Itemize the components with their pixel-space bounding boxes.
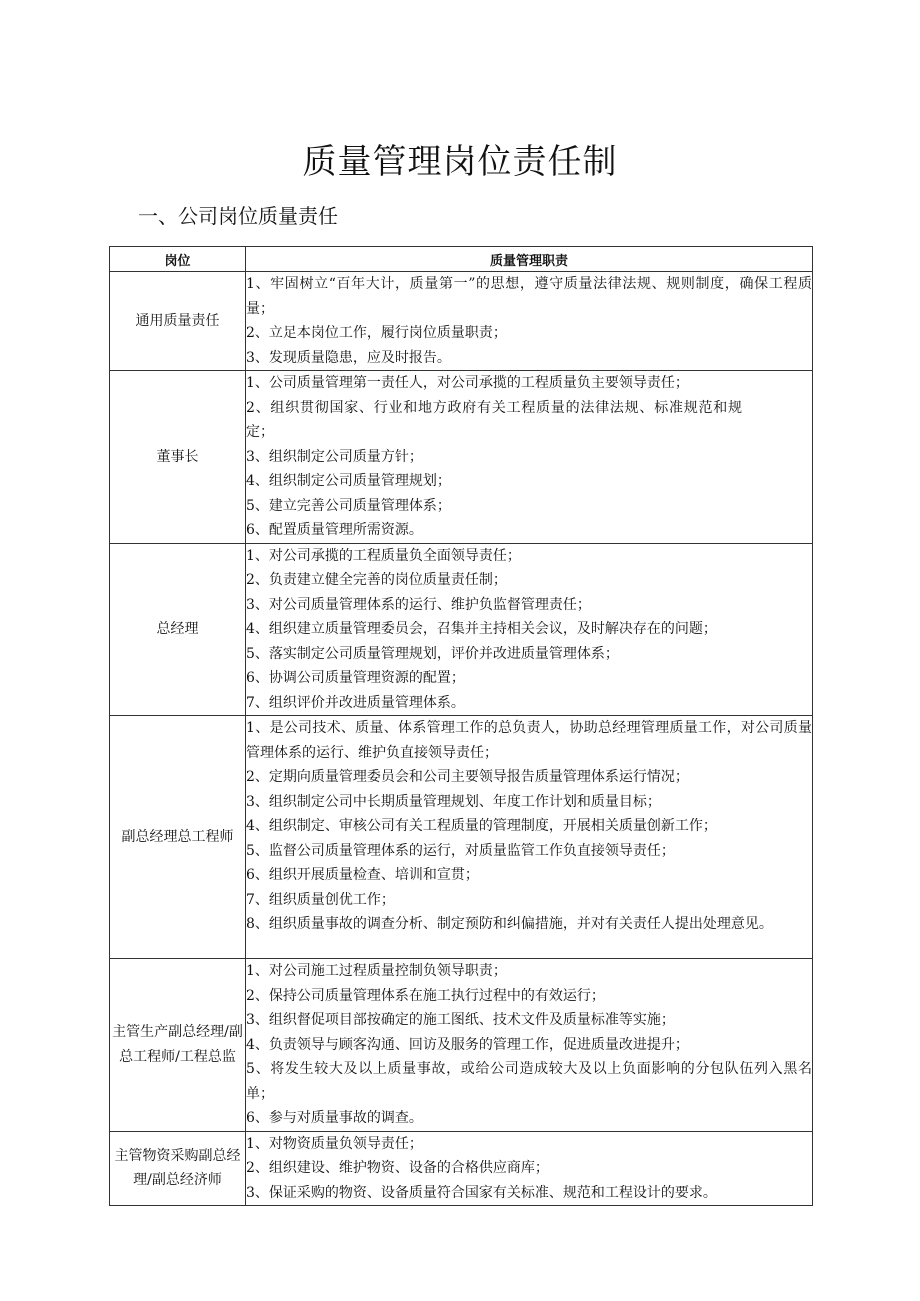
table-row xyxy=(110,716,813,959)
duty-item: 7、组织质量创优工作； xyxy=(246,891,395,908)
document-title: 质量管理岗位责任制 xyxy=(302,142,618,182)
row-duties xyxy=(246,272,813,371)
duty-item: 5、监督公司质量管理体系的运行，对质量监管工作负直接领导责任； xyxy=(246,842,675,859)
duty-item: 3、对公司质量管理体系的运行、维护负监督管理责任； xyxy=(246,596,591,613)
row-duties xyxy=(246,959,813,1132)
table-row xyxy=(110,272,813,371)
duty-item: 2、保持公司质量管理体系在施工执行过程中的有效运行； xyxy=(246,987,605,1004)
row-duties xyxy=(246,1131,813,1206)
duty-item: 6、参与对质量事故的调查。 xyxy=(246,1110,423,1126)
duty-item: 1、对公司施工过程质量控制负领导职责； xyxy=(246,963,507,979)
row-position: 主管生产副总经理/副总工程师/工程总监 xyxy=(110,959,246,1132)
duty-item: 1、对公司承揽的工程质量负全面领导责任； xyxy=(246,547,521,564)
header-duties: 质量管理职责 xyxy=(246,247,813,272)
row-position: 总经理 xyxy=(110,543,246,716)
table-header-row xyxy=(110,247,813,272)
duty-item: 5、将发生较大及以上质量事故，或给公司造成较大及以上负面影响的分包队伍列入黑名单； xyxy=(246,1061,812,1102)
duty-item: 4、组织制定、审核公司有关工程质量的管理制度，开展相关质量创新工作； xyxy=(246,818,717,834)
duty-item: 8、组织质量事故的调查分析、制定预防和纠偏措施，并对有关责任人提出处理意见。 xyxy=(246,916,773,932)
duty-item: 2、负责建立健全完善的岗位质量责任制； xyxy=(246,572,507,588)
duty-item: 1、是公司技术、质量、体系管理工作的总负责人，协助总经理管理质量工作，对公司质量管理体系的运行、维护负直接领导责任； xyxy=(246,720,812,761)
section-heading: 一、公司岗位质量责任 xyxy=(138,204,338,228)
duty-item: 6、组织开展质量检查、培训和宣贯； xyxy=(246,867,479,883)
row-position: 副总经理总工程师 xyxy=(110,716,246,959)
duty-item: 4、组织制定公司质量管理规划； xyxy=(246,473,451,489)
duty-item: 2、组织建设、维护物资、设备的合格供应商库； xyxy=(246,1160,549,1176)
duty-item: 5、落实制定公司质量管理规划，评价并改进质量管理体系； xyxy=(246,645,619,662)
row-duties xyxy=(246,716,813,959)
duty-item: 2、组织贯彻国家、行业和地方政府有关工程质量的法律法规、标准规范和规定； xyxy=(246,399,742,440)
duty-item: 3、组织制定公司质量方针； xyxy=(246,448,423,465)
duty-item: 4、负责领导与顾客沟通、回访及服务的管理工作，促进质量改进提升； xyxy=(246,1036,689,1053)
duty-item: 3、组织督促项目部按确定的施工图纸、技术文件及质量标准等实施； xyxy=(246,1012,675,1028)
row-duties xyxy=(246,371,813,544)
row-position: 董事长 xyxy=(110,371,246,544)
duty-item: 3、保证采购的物资、设备质量符合国家有关标准、规范和工程设计的要求。 xyxy=(246,1184,717,1201)
duty-item: 3、组织制定公司中长期质量管理规划、年度工作计划和质量目标； xyxy=(246,793,661,810)
table-row xyxy=(110,371,813,544)
duty-item: 1、牢固树立“百年大计，质量第一”的思想，遵守质量法律法规、规则制度，确保工程质量； xyxy=(246,276,812,317)
duty-item: 6、协调公司质量管理资源的配置； xyxy=(246,670,465,686)
duty-item: 2、立足本岗位工作，履行岗位质量职责； xyxy=(246,325,507,341)
duty-item: 5、建立完善公司质量管理体系； xyxy=(246,497,451,514)
table-row xyxy=(110,1131,813,1206)
duty-item: 7、组织评价并改进质量管理体系。 xyxy=(246,694,465,711)
table-row xyxy=(110,543,813,716)
row-duties xyxy=(246,543,813,716)
table-row xyxy=(110,959,813,1132)
header-position: 岗位 xyxy=(110,247,246,272)
quality-duties-table xyxy=(109,246,813,1206)
duty-item: 2、定期向质量管理委员会和公司主要领导报告质量管理体系运行情况； xyxy=(246,769,689,785)
duty-item: 1、公司质量管理第一责任人，对公司承揽的工程质量负主要领导责任； xyxy=(246,375,689,391)
row-position: 主管物资采购副总经理/副总经济师 xyxy=(110,1131,246,1206)
row-position: 通用质量责任 xyxy=(110,272,246,371)
duty-item: 6、配置质量管理所需资源。 xyxy=(246,522,423,538)
duty-item: 3、发现质量隐患，应及时报告。 xyxy=(246,349,451,366)
duty-item: 1、对物资质量负领导责任； xyxy=(246,1135,423,1152)
duty-item: 4、组织建立质量管理委员会，召集并主持相关会议，及时解决存在的问题； xyxy=(246,621,717,637)
